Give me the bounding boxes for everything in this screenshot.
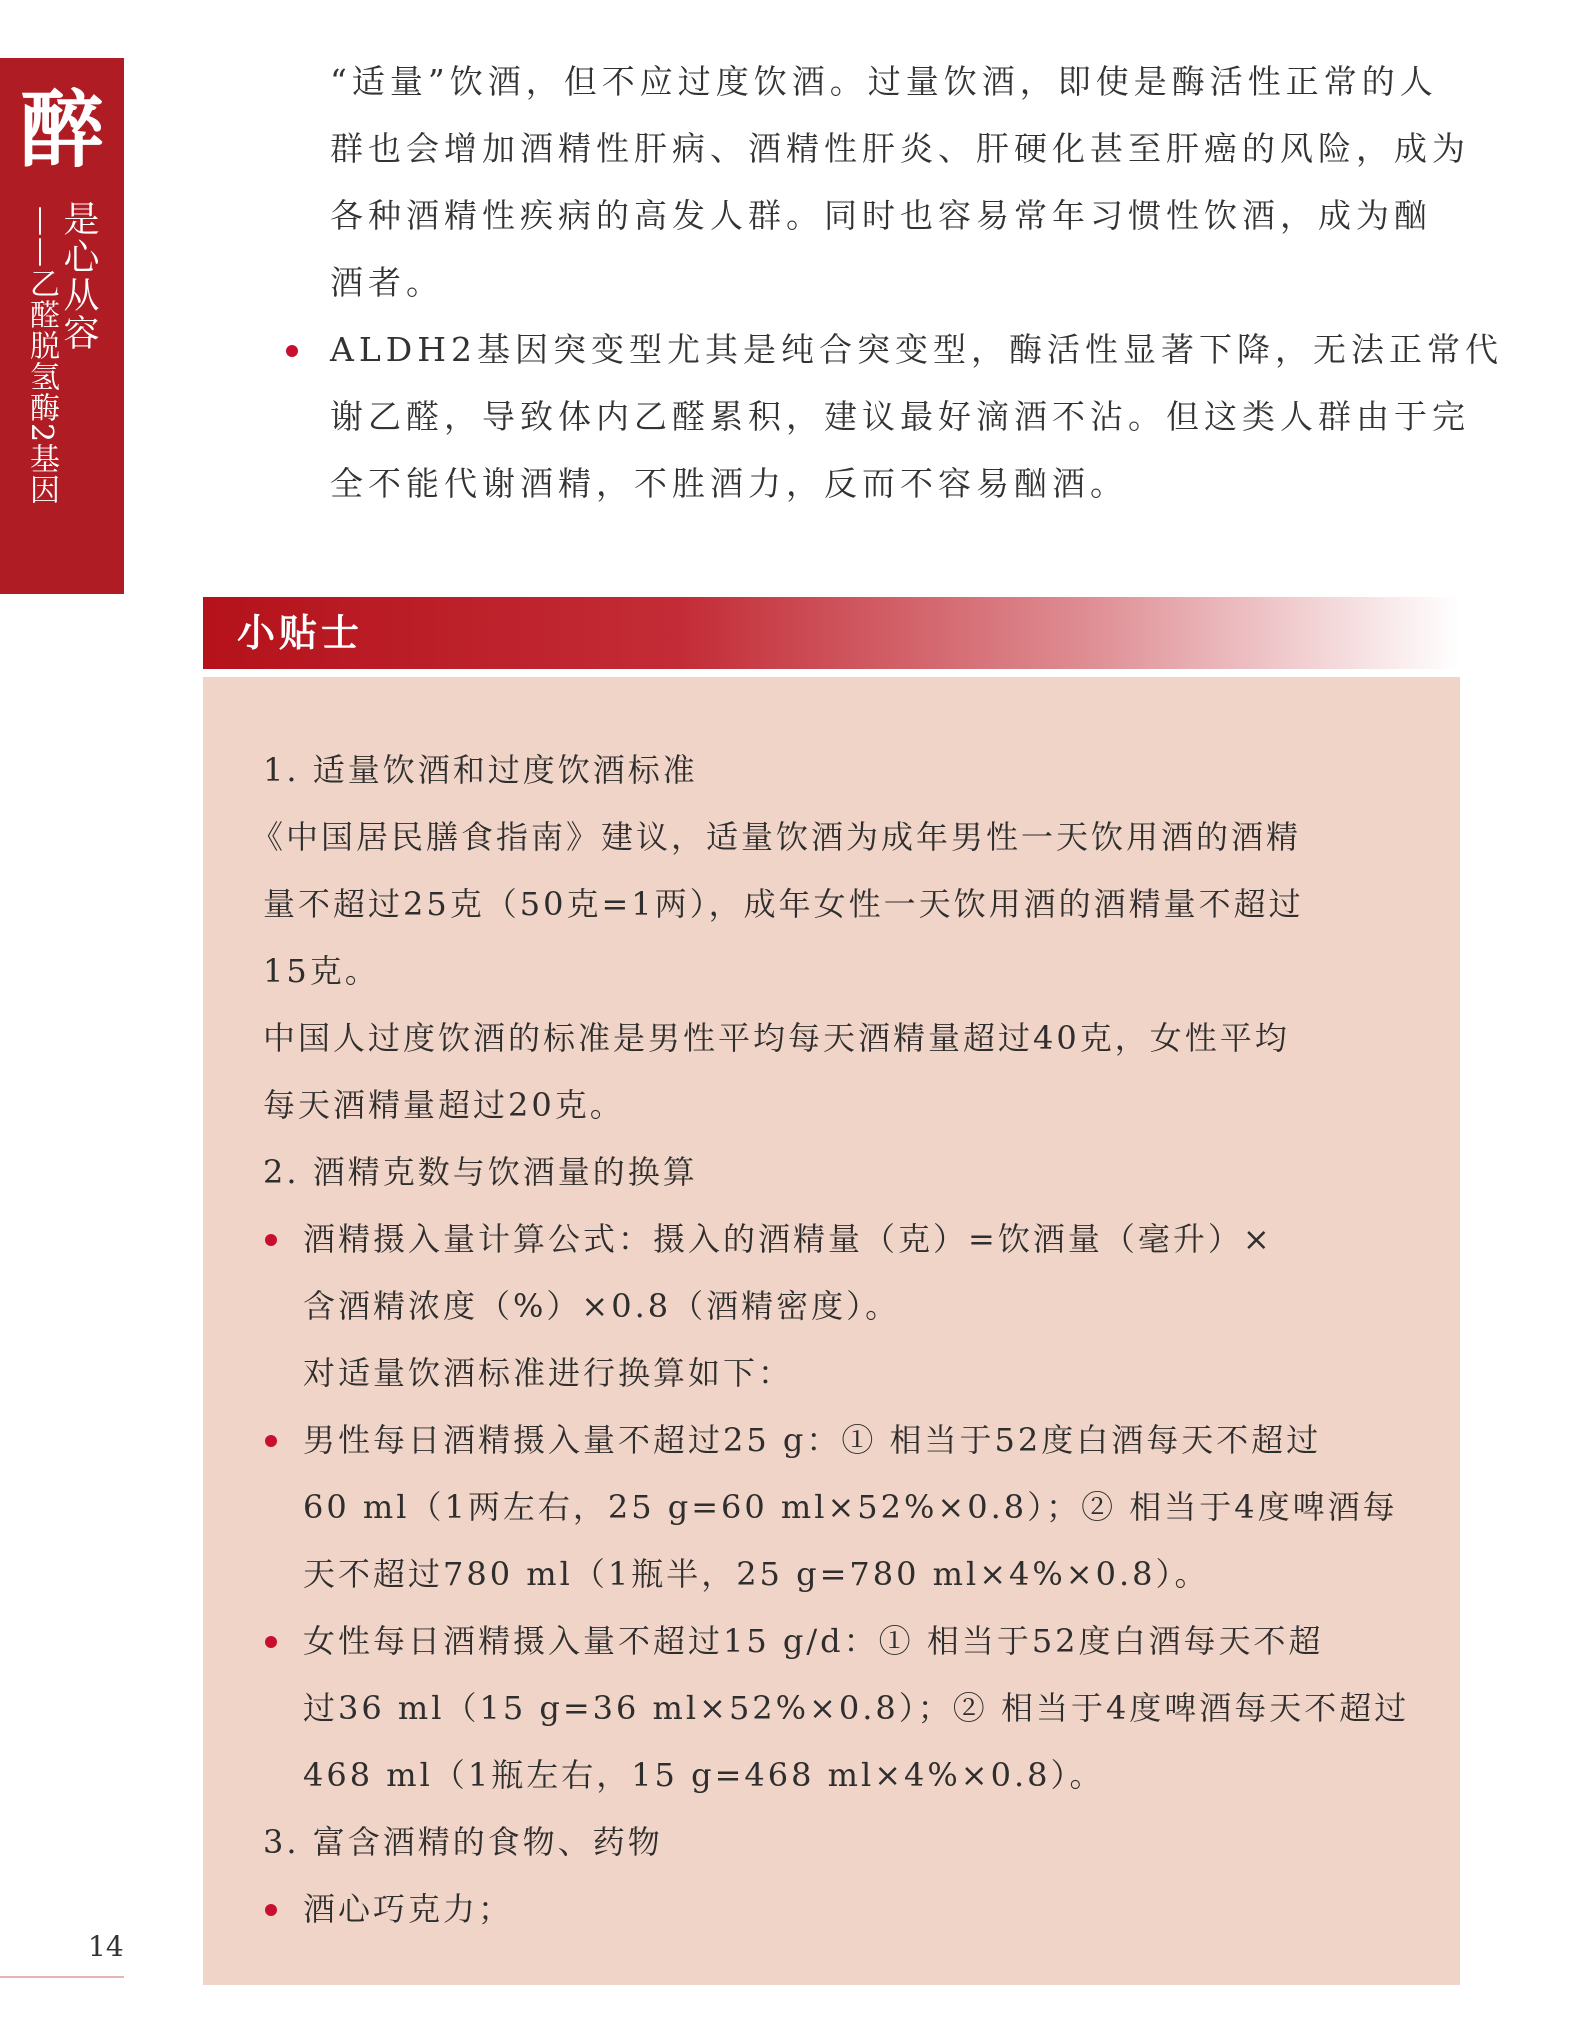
bullet-dot-icon [265,1435,277,1447]
female-intake-bullet [263,1608,1443,1809]
tip-box [203,677,1460,1985]
text-line: 群也会增加酒精性肝病、酒精性肝炎、肝硬化甚至肝癌的风险，成为 [330,129,1470,168]
text-line: 天不超过780 ml（1瓶半，25 g=780 ml×4%×0.8）。 [303,1555,1210,1593]
text-line: 酒精摄入量计算公式：摄入的酒精量（克）=饮酒量（毫升）× [303,1220,1273,1258]
chapter-side-tab [0,58,124,594]
text-line: 酒心巧克力； [303,1890,514,1928]
text-line: 男性每日酒精摄入量不超过25 g：① 相当于52度白酒每天不超过 [303,1421,1322,1459]
bullet-dot-icon [265,1904,277,1916]
chapter-subtitle-gene: ——乙醛脱氢酶2基因 [24,206,59,506]
text-line: 60 ml（1两左右，25 g=60 ml×52%×0.8）；② 相当于4度啤酒每 [303,1488,1398,1526]
tip-title: 小贴士 [237,611,364,655]
text-line: 量不超过25克（50克=1两），成年女性一天饮用酒的酒精量不超过 [263,885,1304,923]
text-line: 含酒精浓度（%）×0.8（酒精密度）。 [303,1287,901,1325]
text-line: “适量”饮酒，但不应过度饮酒。过量饮酒，即使是酶活性正常的人 [330,62,1438,101]
text-line: 对适量饮酒标准进行换算如下： [303,1354,794,1392]
bullet-dot-icon [265,1636,277,1648]
intro-paragraph [330,48,1503,517]
chapter-subtitle: 是心从容 [58,200,99,352]
text-line: 15克。 [263,952,380,990]
text-line: 谢乙醛，导致体内乙醛累积，建议最好滴酒不沾。但这类人群由于完 [330,397,1470,436]
text-line: 468 ml（1瓶左右，15 g=468 ml×4%×0.8）。 [303,1756,1105,1794]
section1-heading: 1. 适量饮酒和过度饮酒标准 [263,751,698,789]
text-line: 酒者。 [330,263,444,302]
tip-content [251,737,1443,1943]
chocolate-bullet [263,1876,1443,1943]
text-line: ALDH2基因突变型尤其是纯合突变型，酶活性显著下降，无法正常代 [330,330,1503,369]
text-line: 每天酒精量超过20克。 [263,1086,625,1124]
male-intake-bullet [263,1407,1443,1608]
text-line: 女性每日酒精摄入量不超过15 g/d：① 相当于52度白酒每天不超 [303,1622,1324,1660]
bullet-dot-icon [286,345,298,357]
chapter-logo-char: 醉 [19,80,104,179]
text-line: 各种酒精性疾病的高发人群。同时也容易常年习惯性饮酒，成为酗 [330,196,1432,235]
text-line: 《中国居民膳食指南》建议，适量饮酒为成年男性一天饮用酒的酒精 [251,818,1302,856]
page-number: 14 [88,1930,124,1963]
bullet-dot-icon [265,1234,277,1246]
page-footer-rule [0,1976,124,1978]
formula-bullet [263,1206,1443,1407]
text-line: 中国人过度饮酒的标准是男性平均每天酒精量超过40克，女性平均 [263,1019,1290,1057]
tip-header-bar [203,597,1460,669]
section2-heading: 2. 酒精克数与饮酒量的换算 [263,1153,698,1191]
aldh2-bullet [330,316,1503,517]
text-line: 全不能代谢酒精，不胜酒力，反而不容易酗酒。 [330,464,1128,503]
text-line: 过36 ml（15 g=36 ml×52%×0.8）；② 相当于4度啤酒每天不超过 [303,1689,1410,1727]
section3-heading: 3. 富含酒精的食物、药物 [263,1823,663,1861]
